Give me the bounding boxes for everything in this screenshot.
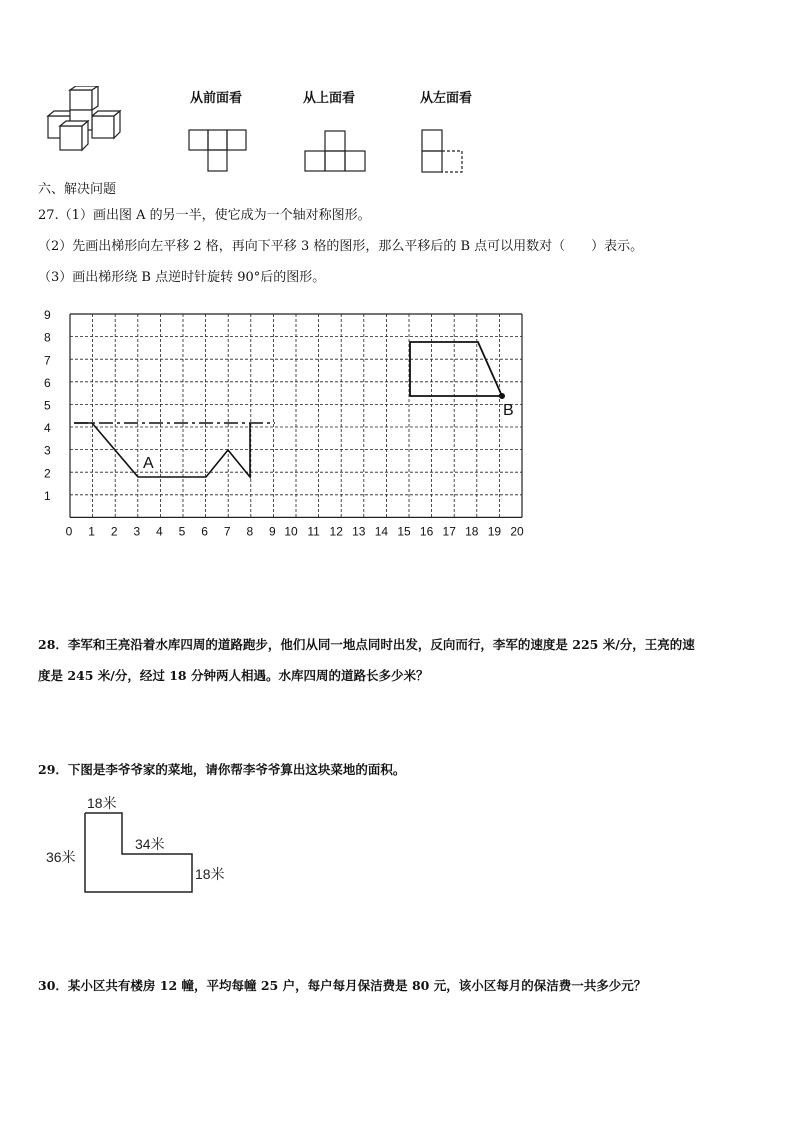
dim-left-label: 36米 — [46, 849, 76, 865]
x-tick-label: 16 — [419, 524, 434, 539]
x-tick-label: 17 — [442, 524, 456, 539]
q27-line2: （2）先画出梯形向左平移 2 格，再向下平移 3 格的图形，那么平移后的 B 点可以用数对（ ）表示。 — [38, 239, 644, 254]
q28-line1: 28．李军和王亮沿着水库四周的道路跑步，他们从同一地点同时出发，反向而行，李军的速度是 225 米/分，王亮的速 — [38, 637, 695, 652]
x-tick-label: 1 — [88, 524, 95, 539]
x-tick-label: 10 — [284, 524, 298, 539]
x-tick-label: 4 — [156, 524, 163, 539]
x-tick-label: 6 — [201, 524, 208, 539]
view-label-front: 从前面看 — [190, 91, 243, 106]
x-tick-label: 8 — [246, 524, 254, 539]
x-tick-label: 15 — [397, 524, 411, 539]
view-label-top: 从上面看 — [303, 91, 356, 106]
x-tick-label: 18 — [465, 524, 479, 539]
x-tick-label: 11 — [307, 524, 320, 539]
x-tick-label: 19 — [487, 524, 502, 539]
section-title: 六、解决问题 — [38, 182, 117, 197]
trapezoid-outline — [410, 342, 502, 396]
dim-mid-label: 34米 — [135, 836, 165, 852]
y-tick-label: 8 — [44, 330, 51, 345]
x-tick-label: 14 — [374, 524, 389, 539]
x-tick-label: 9 — [269, 524, 276, 539]
q28-line2: 度是 245 米/分，经过 18 分钟两人相遇。水库四周的道路长多少米？ — [38, 668, 429, 683]
q27-line1: 27.（1）画出图 A 的另一半，使它成为一个轴对称图形。 — [38, 208, 371, 223]
x-tick-label: 20 — [510, 524, 524, 539]
y-tick-label: 1 — [44, 488, 51, 503]
dim-top-label: 18米 — [87, 795, 117, 811]
left-view-figure — [420, 128, 466, 176]
q29-line1: 29．下图是李爷爷家的菜地，请你帮李爷爷算出这块菜地的面积。 — [38, 762, 406, 777]
x-tick-label: 7 — [223, 524, 231, 539]
x-tick-label: 3 — [133, 524, 141, 539]
top-view-figure — [303, 129, 367, 175]
coordinate-grid — [30, 305, 550, 555]
figure-a-label: A — [143, 455, 154, 472]
y-tick-label: 4 — [44, 421, 51, 436]
x-tick-label: 2 — [110, 524, 118, 539]
x-tick-label: 13 — [352, 524, 366, 539]
dim-right-label: 18米 — [195, 866, 225, 882]
x-tick-label: 0 — [65, 524, 73, 539]
x-tick-label: 5 — [178, 524, 186, 539]
y-tick-label: 9 — [44, 308, 51, 323]
y-tick-label: 3 — [44, 443, 51, 458]
point-b — [499, 393, 505, 399]
point-b-label: B — [503, 402, 514, 419]
q27-line3: （3）画出梯形绕 B 点逆时针旋转 90°后的图形。 — [38, 270, 326, 285]
q30-line1: 30．某小区共有楼房 12 幢，平均每幢 25 户，每户每月保洁费是 80 元，该小区每月的保洁费一共多少元？ — [38, 978, 647, 993]
y-tick-label: 6 — [44, 375, 51, 390]
vegetable-plot-figure — [40, 792, 240, 902]
y-tick-label: 7 — [44, 353, 51, 368]
y-tick-label: 2 — [44, 466, 51, 481]
cube-stack-figure — [40, 86, 140, 156]
front-view-figure — [188, 128, 250, 174]
x-tick-label: 12 — [329, 524, 343, 539]
y-tick-label: 5 — [44, 398, 51, 413]
view-label-left: 从左面看 — [420, 91, 473, 106]
